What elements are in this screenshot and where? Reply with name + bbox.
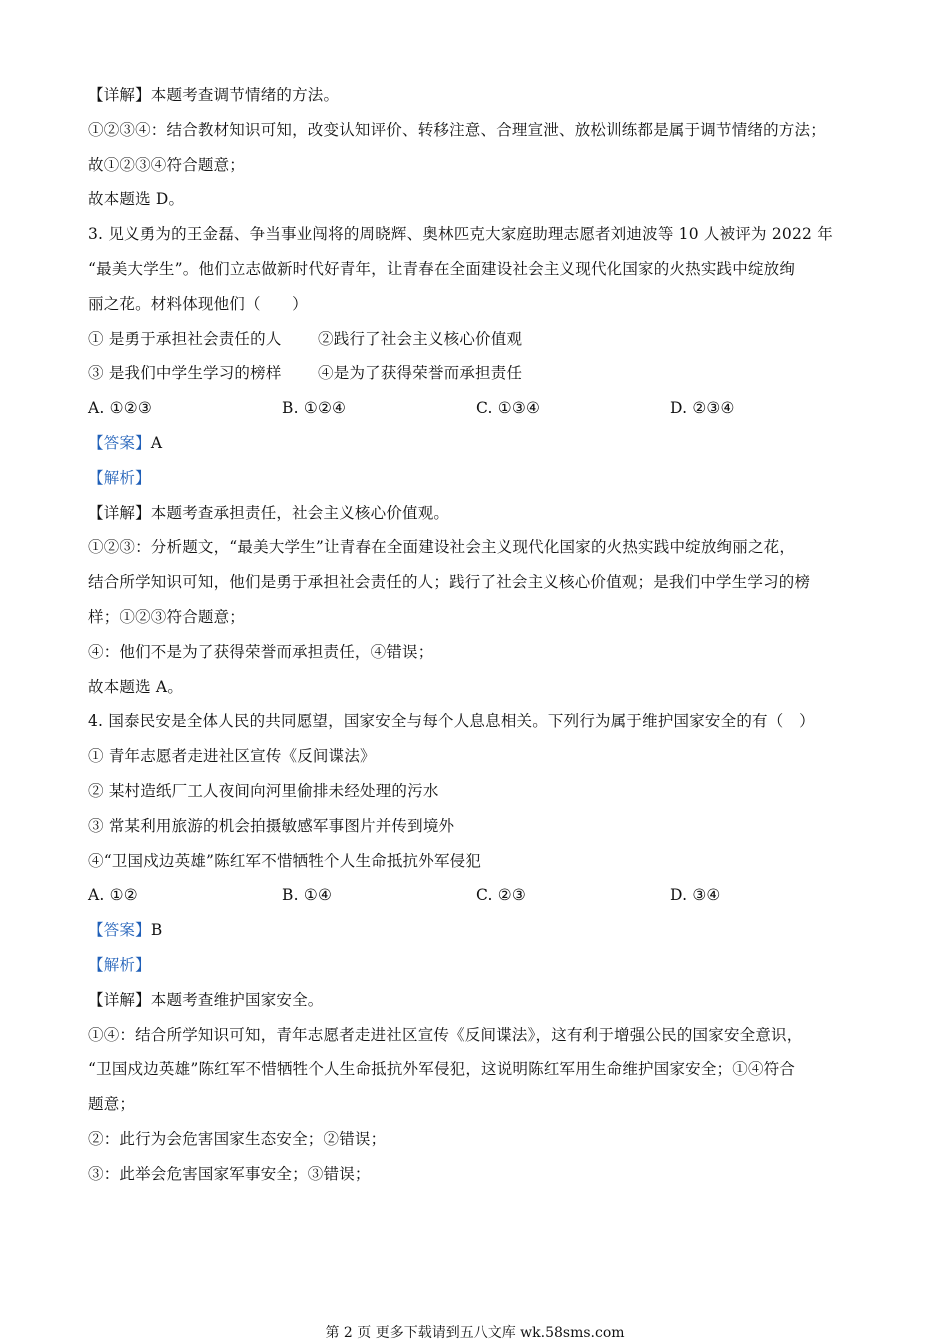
text-line: ③ 常某利用旅游的机会拍摄敏感军事图片并传到境外 (88, 816, 455, 835)
text-line: “最美大学生”。他们立志做新时代好青年，让青春在全面建设社会主义现代化国家的火热实践中绽放绚 (88, 259, 796, 278)
text-line: 【详解】本题考查承担责任，社会主义核心价值观。 (88, 503, 450, 522)
answer-option: D. ③④ (670, 886, 721, 905)
text-line: ① 是勇于承担社会责任的人 ②践行了社会主义核心价值观 (88, 329, 523, 348)
answer-option: B. ①④ (282, 886, 333, 905)
section-value: A (150, 433, 163, 452)
answer-options (88, 391, 868, 426)
text-line: 3. 见义勇为的王金磊、争当事业闯将的周晓辉、奥林匹克大家庭助理志愿者刘迪波等 10 人被评为 2022 年 (88, 225, 833, 244)
text-line: “卫国戍边英雄”陈红军不惜牺牲个人生命抵抗外军侵犯，这说明陈红军用生命维护国家安全；①④符合 (88, 1060, 796, 1079)
text-line: 结合所学知识可知，他们是勇于承担社会责任的人；践行了社会主义核心价值观；是我们中学生学习的榜 (88, 573, 811, 592)
text-line: ①②③：分析题文，“最美大学生”让青春在全面建设社会主义现代化国家的火热实践中绽放绚丽之花， (88, 538, 796, 557)
answer-option: B. ①②④ (282, 399, 347, 418)
section-label: 【答案】 (88, 921, 151, 940)
text-line: ②：此行为会危害国家生态安全；②错误； (88, 1129, 387, 1148)
text-line: 故本题选 D。 (88, 190, 185, 209)
section-label: 【解析】 (88, 955, 151, 974)
text-line: ①④：结合所学知识可知，青年志愿者走进社区宣传《反间谍法》，这有利于增强公民的国家安全意识， (88, 1025, 803, 1044)
text-line: ③ 是我们中学生学习的榜样 ④是为了获得荣誉而承担责任 (88, 364, 523, 383)
text-line: 题意； (88, 1095, 136, 1114)
section-label-line (88, 913, 868, 948)
section-label: 【解析】 (88, 468, 151, 487)
text-line: 【详解】本题考查调节情绪的方法。 (88, 86, 340, 104)
text-line: ④“卫国戍边英雄”陈红军不惜牺牲个人生命抵抗外军侵犯 (88, 851, 482, 870)
answer-option: C. ①③④ (476, 399, 541, 418)
answer-options (88, 878, 868, 913)
text-line: 4. 国泰民安是全体人民的共同愿望，国家安全与每个人息息相关。下列行为属于维护国家安全的有（ ） (88, 712, 815, 731)
text-line: ④：他们不是为了获得荣誉而承担责任，④错误； (88, 642, 434, 661)
text-line: 故本题选 A。 (88, 677, 184, 696)
text-line: ① 青年志愿者走进社区宣传《反间谍法》 (88, 747, 376, 766)
section-value: B (150, 921, 163, 940)
text-line: 【详解】本题考查维护国家安全。 (88, 990, 324, 1009)
document-body (88, 78, 868, 1192)
section-label-line (88, 461, 868, 496)
text-line: ③：此举会危害国家军事安全；③错误； (88, 1164, 371, 1183)
answer-option: A. ①②③ (88, 399, 152, 418)
text-line: 样；①②③符合题意； (88, 607, 246, 626)
section-label-line (88, 948, 868, 983)
answer-option: D. ②③④ (670, 399, 735, 418)
answer-option: C. ②③ (476, 886, 526, 905)
section-label-line (88, 426, 868, 461)
text-line: ② 某村造纸厂工人夜间向河里偷排未经处理的污水 (88, 781, 439, 800)
text-line: 丽之花。材料体现他们（ ） (88, 294, 308, 313)
page-footer: 第 2 页 更多下载请到五八文库 wk.58sms.com (325, 1325, 625, 1341)
text-line: 故①②③④符合题意； (88, 155, 246, 174)
section-label: 【答案】 (88, 433, 151, 452)
text-line: ①②③④：结合教材知识可知，改变认知评价、转移注意、合理宣泄、放松训练都是属于调节情绪的方法； (88, 120, 826, 139)
answer-option: A. ①② (88, 886, 138, 905)
